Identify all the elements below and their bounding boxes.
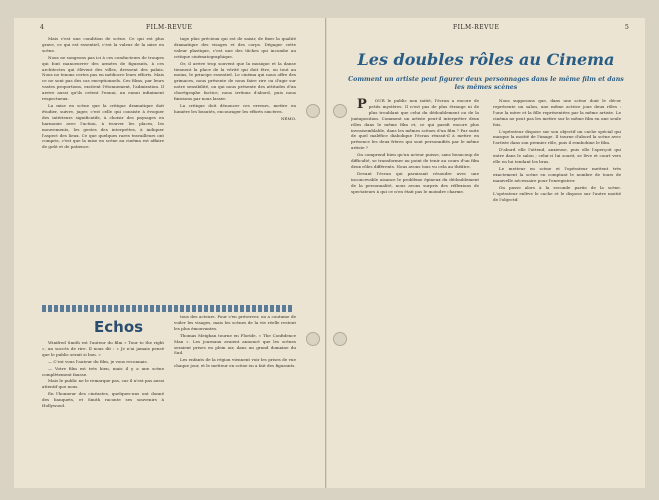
paragraph: Or, il arrive trop souvent que la musique et la danse tiennent la place de la vérité qui doit être, ou tout au moins, le principe essentiel. Le cinéma qui nous offre des grimaces, nous présente de nous faire rire ou d'agir sur notre sensibilité, on qui nous présente des attitudes d'un chorégraphe factice, nous irritons d'abord, puis nous finissons par nous lasser. [174, 60, 296, 102]
right-page [327, 18, 645, 488]
binding-hole-icon [306, 104, 320, 118]
paragraph [351, 98, 479, 151]
left-column-2 [174, 36, 296, 298]
paragraph: Winifred Smith est l'auteur du film « Tour to the right », un succès de rire. Il nous dit : « Je n'ai jamais pensé que le public serait si bon. » [42, 340, 164, 357]
left-page [14, 18, 326, 488]
binding-hole-icon [333, 104, 347, 118]
paragraph: — C'est vous l'auteur du film, je vous reconnais. [48, 358, 148, 364]
paragraph-text: OUR le public non initié, l'écran a encore de petits mystères. Il n'est pas de plus étrange ni de plus troublant que celui du dédoublement ou de la juxtaposition. Comment un artiste peut-il interpréter deux rôles dans le même film et, ce qui paraît encore plus invraisemblable, dans les mêmes scènes d'un film ? Par suite de quel maléfice diabolique l'écran réussit-il à mettre en présence les deux frères qui sont personnifiés par le même artiste ? [351, 98, 479, 151]
article-title: Les doubles rôles au Cinema [357, 50, 615, 69]
paragraph: On passe alors à la seconde partie de la scène. L'opérateur enlève le cache et le dispose sur l'autre moitié de l'objectif. [493, 184, 621, 202]
paragraph: On comprend bien qu'un acteur puisse, sans beaucoup de difficulté, se transformer au point de tenir au cours d'un film deux rôles différents. Nous avons tous vu cela au théâtre. [351, 152, 479, 169]
paragraph: D'abord elle l'attend, anxieuse, puis elle l'aperçoit qui entre dans le salon ; celui-ci lui sourit, se lève et court vers elle en lui tendant les bras. [493, 147, 621, 165]
right-column-1 [351, 98, 479, 480]
paragraph: Le metteur en scène et l'opérateur mettent très exactement la scène en comptant le nombre de tours de manivelle nécessaire pour l'enregistrer. [493, 165, 621, 183]
paragraph: tage plus précieux qui est de saisir, de fixer la qualité dramatique des visages et des corps. Dégager cette valeur plastique, c'est une des tâches qui incombe au critique cinématographique. [174, 36, 296, 59]
paragraph: Devant l'écran qui paraissait résoudre avec une inconcevable aisance le problème épineux du dédoublement de la personnalité, nous avons surpris des réflexions de spectateurs à qui ce n'en était pas le moindre charme. [351, 170, 479, 194]
paragraph: Les enfants de la région viennent voir les prises de vue chaque jour, et le metteur en scène en a fait des figurants. [174, 357, 296, 369]
echos-column-1 [42, 340, 164, 480]
paragraph: La mise en scène que la critique dramatique doit étudier, suivre, juger, c'est celle qui consiste à évoquer des intérieurs significatifs, à choisir des paysages en harmonie avec l'action, à trouver les places, les mouvements, les gestes des interprètes, à indiquer l'aspect des lieux. Ce que quelques rares travailleurs ont compris, c'est que la mise en scène au cinéma est affaire de goût et de patience. [42, 102, 164, 150]
right-page-number: 5 [625, 24, 630, 31]
left-column-1 [42, 36, 164, 298]
paragraph: — Votre film est très bien, mais il y a une scène complètement fausse. [42, 365, 164, 377]
paragraph: La critique doit dénoncer ces erreurs, mettre en lumière les beautés, encourager les efforts sincères. [174, 102, 296, 114]
binding-hole-icon [333, 332, 347, 346]
article-subtitle: Comment un artiste peut figurer deux personnages dans le même film et dans les mêmes scènes [348, 76, 624, 91]
paragraph: L'opérateur dispose sur son objectif un cache spécial qui masque la moitié de l'image. Il tourne d'abord la scène avec l'artiste dans son premier rôle, puis il rembobine le film. [493, 128, 621, 146]
drop-cap: P [357, 98, 367, 112]
echos-column-2 [174, 314, 296, 480]
right-running-head: FILM-REVUE [453, 24, 500, 31]
ornamental-divider [42, 305, 292, 312]
paragraph: Nous ne songeons pas ici à ces conducteurs de troupes qui font manoeuvrer des armées de figurants, à ces architectes qui élèvent des villes, dressent des palais. Nous ne tenons certes pas en médiocre leurs efforts. Mais ce ne sont pas des cas exceptionnels. Ces films, par leurs vastes proportions, excitent l'étonnement, l'admiration. Il arrive aussi qu'ils créent l'ennui, un ennui infiniment respectueux. [42, 54, 164, 102]
paragraph: Mais c'est une condition de scène. Ce qui est plus grave, ce qui est essentiel, c'est la valeur de la mise en scène. [42, 36, 164, 53]
right-column-2 [493, 98, 621, 480]
left-page-number: 4 [40, 24, 45, 31]
echos-heading: Echos [94, 318, 144, 336]
paragraph: En l'honneur des cinéastes, quelques-uns ont donné des banquets, et Smith raconte ses souvenirs à Hollywood. [42, 391, 164, 409]
paragraph: Mais le public ne le remarque pas, car il n'est pas aussi attentif que nous. [42, 378, 164, 390]
paragraph: Nous supposons que, dans une scène dont le décor représente un salon, une même actrice joue deux rôles : l'une la mère et la fille représentées par la même artiste. Le cinéma ne peut pas les mettre sur le même film en une seule fois. [493, 98, 621, 127]
signature: NEMO. [280, 115, 296, 121]
paragraph: Thomas Meighan tourne en Floride, « The Confidence Man ». Les journaux avaient annoncé que les scènes seraient prises en plein air, dans un grand domaine du Sud. [174, 332, 296, 356]
paragraph: tous des acteurs. Pour s'en préserver, on a coutume de voiler les visages, mais les scènes de la vie réelle restent les plus émouvantes. [174, 314, 296, 331]
binding-hole-icon [306, 332, 320, 346]
left-running-head: FILM-REVUE [146, 24, 193, 31]
